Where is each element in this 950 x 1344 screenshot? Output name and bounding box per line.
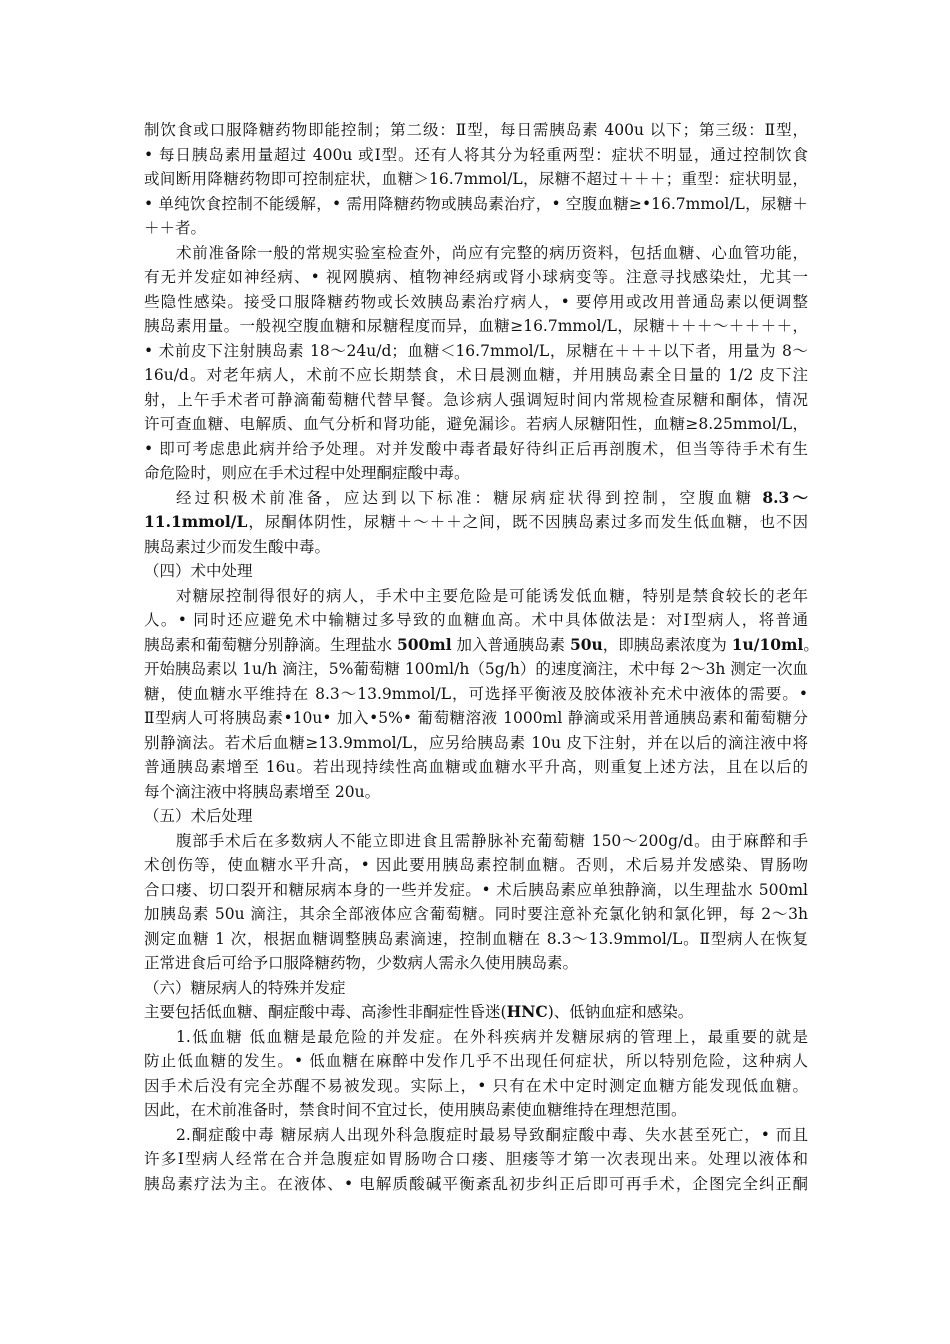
- text-line: [144, 463, 808, 485]
- text-line: [144, 414, 808, 436]
- text-line: [144, 806, 808, 828]
- text-line: [144, 537, 808, 559]
- text-line: [144, 316, 808, 338]
- text-line: [144, 561, 808, 583]
- text-segment: （四）术中处理: [144, 562, 253, 580]
- text-segment: 制饮食或口服降糖药物即能控制；第二级：Ⅱ型，每日需胰岛素 400u 以下；第三级：Ⅱ型，: [144, 121, 808, 139]
- text-segment: Ⅱ型病人可将胰岛素•10u• 加入•5%• 葡萄糖溶液 1000ml 静滴或采用普通胰岛素和葡萄糖分: [144, 709, 808, 727]
- bold-text: 50u: [569, 634, 603, 654]
- text-line: [144, 390, 808, 412]
- text-segment: • 即可考虑患此病并给予处理。对并发酸中毒者最好待纠正后再剖腹术，但当等待手术有生: [144, 439, 808, 458]
- text-segment: 许多Ⅰ型病人经常在合并急腹症如胃肠吻合口瘘、胆瘘等才第一次表现出来。处理以液体和: [144, 1150, 808, 1168]
- text-segment: 主要包括低血糖、酮症酸中毒、高渗性非酮症性昏迷(: [144, 1003, 507, 1021]
- text-line: [176, 488, 808, 510]
- text-line: [144, 929, 808, 951]
- text-line: [144, 194, 808, 216]
- text-line: [144, 218, 808, 240]
- text-line: [144, 1174, 808, 1196]
- text-segment: 开始胰岛素以 1u/h 滴注，5%葡萄糖 100ml/h（5g/h）的速度滴注，术中每 2～3h 测定一次血: [144, 660, 808, 678]
- text-line: [144, 610, 808, 632]
- text-segment: 胰岛素用量。一般视空腹血糖和尿糖程度而异，血糖≥16.7mmol/L，尿糖＋＋＋～＋＋＋＋，: [144, 317, 808, 335]
- text-segment: 射，上午手术者可静滴葡萄糖代替早餐。急诊病人强调短时间内常规检查尿糖和酮体，情况: [144, 390, 808, 409]
- bold-text: 500ml: [396, 634, 452, 654]
- text-line: [144, 1002, 808, 1024]
- text-line: [144, 757, 808, 779]
- text-line: [176, 1125, 808, 1147]
- text-segment: 或间断用降糖药物即可控制症状，血糖＞16.7mmol/L，尿糖不超过＋＋＋；重型：症状明显，: [144, 170, 808, 188]
- text-segment: 有无并发症如神经病、• 视网膜病、植物神经病或肾小球病变等。注意寻找感染灶，尤其一: [144, 268, 808, 286]
- text-segment: 2.酮症酸中毒 糖尿病人出现外科急腹症时最易导致酮症酸中毒、失水甚至死亡，• 而且: [176, 1125, 808, 1144]
- text-segment: 对糖尿控制得很好的病人，手术中主要危险是可能诱发低血糖，特别是禁食较长的老年: [176, 586, 808, 605]
- text-line: [144, 978, 808, 1000]
- text-segment: ，尿酮体阴性，尿糖＋～＋＋之间，既不因胰岛素过多而发生低血糖，也不因: [247, 513, 808, 531]
- text-line: [144, 512, 808, 534]
- text-line: [176, 831, 808, 853]
- text-line: [144, 708, 808, 730]
- text-line: [144, 880, 808, 902]
- text-segment: 每个滴注液中将胰岛素增至 20u。: [144, 782, 381, 801]
- text-segment: 胰岛素和葡萄糖分别静滴。生理盐水: [144, 635, 397, 654]
- text-line: [176, 586, 808, 608]
- text-line: [144, 634, 819, 657]
- text-segment: 些隐性感染。接受口服降糖药物或长效胰岛素治疗病人，• 要停用或改用普通岛素以便调整: [144, 292, 808, 311]
- text-line: [144, 684, 808, 706]
- text-line: [144, 733, 808, 755]
- text-segment: 术创伤等，使血糖水平升高，• 因此要用胰岛素控制血糖。否则，术后易并发感染、胃肠吻: [144, 856, 808, 874]
- text-line: [144, 904, 808, 926]
- text-line: [144, 782, 808, 804]
- text-line: [144, 292, 808, 314]
- text-segment: 糖，使血糖水平维持在 8.3～13.9mmol/L，可选择平衡液及胶体液补充术中液体的需要。•: [144, 684, 808, 703]
- text-line: [144, 1100, 808, 1122]
- text-segment: 合口瘘、切口裂开和糖尿病本身的一些并发症。• 术后胰岛素应单独静滴，以生理盐水 500ml: [144, 880, 808, 899]
- text-segment: 人。• 同时还应避免术中输糖过多导致的血糖血高。术中具体做法是：对Ⅰ型病人，将普通: [144, 611, 808, 629]
- text-line: [144, 855, 808, 877]
- text-segment: • 每日胰岛素用量超过 400u 或Ⅰ型。还有人将其分为轻重两型：症状不明显，通过控制饮食: [144, 145, 808, 164]
- text-segment: 因手术后没有完全苏醒不易被发现。实际上，• 只有在术中定时测定血糖方能发现低血糖。: [144, 1076, 808, 1095]
- text-line: [144, 1076, 808, 1098]
- text-segment: 测定血糖 1 次，根据血糖调整胰岛素滴速，控制血糖在 8.3～13.9mmol/L。Ⅱ型病人在恢复: [144, 929, 808, 948]
- text-segment: ，即胰岛素浓度为: [602, 635, 732, 654]
- text-segment: • 单纯饮食控制不能缓解，• 需用降糖药物或胰岛素治疗，• 空腹血糖≥•16.7mmol/L，尿糖＋: [144, 194, 808, 213]
- text-line: [144, 365, 808, 387]
- text-segment: 胰岛素疗法为主。在液体、• 电解质酸碱平衡紊乱初步纠正后即可再手术，企图完全纠正酮: [144, 1174, 808, 1193]
- text-segment: 普通胰岛素增至 16u。若出现持续性高血糖或血糖水平升高，则重复上述方法，且在以后的: [144, 758, 808, 776]
- text-segment: 正常进食后可给予口服降糖药物，少数病人需永久使用胰岛素。: [144, 954, 579, 972]
- text-segment: （六）糖尿病人的特殊并发症: [144, 978, 346, 997]
- text-segment: 命危险时，则应在手术过程中处理酮症酸中毒。: [144, 464, 470, 482]
- text-segment: 加胰岛素 50u 滴注，其余全部液体应含葡萄糖。同时要注意补充氯化钠和氯化钾，每 2～3h: [144, 905, 808, 923]
- bold-text: 8.3～: [762, 487, 808, 507]
- text-line: [144, 1149, 808, 1171]
- bold-text: 11.1mmol/L: [144, 512, 248, 531]
- text-segment: 别静滴法。若术后血糖≥13.9mmol/L，应另给胰岛素 10u 皮下注射，并在以后的滴注液中将: [144, 733, 808, 752]
- text-line: [144, 267, 808, 289]
- text-segment: 经过积极术前准备，应达到以下标准：糖尿病症状得到控制，空腹血糖: [176, 488, 763, 507]
- text-segment: 防止低血糖的发生。• 低血糖在麻醉中发作几乎不出现任何症状，所以特别危险，这种病人: [144, 1052, 808, 1070]
- text-line: [144, 145, 808, 167]
- text-segment: ＋＋者。: [144, 219, 207, 237]
- bold-text: HNC: [506, 1002, 548, 1021]
- bold-text: 1u/10ml: [731, 634, 804, 654]
- text-line: [176, 1027, 808, 1049]
- text-segment: 1.低血糖 低血糖是最危险的并发症。在外科疾病并发糖尿病的管理上，最重要的就是: [176, 1027, 808, 1046]
- text-line: [144, 169, 808, 191]
- text-segment: )、低钠血症和感染。: [547, 1003, 694, 1021]
- text-line: [144, 341, 808, 363]
- text-segment: 。: [803, 635, 819, 654]
- text-line: [144, 1051, 808, 1073]
- text-segment: （五）术后处理: [144, 807, 253, 825]
- text-line: [144, 659, 808, 681]
- text-segment: 因此，在术前准备时，禁食时间不宜过长，使用胰岛素使血糖维持在理想范围。: [144, 1101, 687, 1119]
- text-segment: 16u/d。对老年病人，术前不应长期禁食，术日晨测血糖，并用胰岛素全日量的 1/2 皮下注: [144, 366, 808, 384]
- text-segment: 术前准备除一般的常规实验室检查外，尚应有完整的病历资料，包括血糖、心血管功能，: [176, 243, 808, 262]
- text-line: [144, 953, 808, 975]
- text-segment: 腹部手术后在多数病人不能立即进食且需静脉补充葡萄糖 150～200g/d。由于麻醉和手: [176, 831, 808, 850]
- text-segment: 加入普通胰岛素: [451, 635, 570, 654]
- text-line: [144, 120, 808, 142]
- text-segment: 胰岛素过少而发生酸中毒。: [144, 537, 331, 556]
- text-line: [144, 439, 808, 461]
- text-line: [176, 243, 808, 265]
- text-segment: 许可查血糖、电解质、血气分析和肾功能，避免漏诊。若病人尿糖阳性，血糖≥8.25mmol/L，: [144, 415, 808, 433]
- text-segment: • 术前皮下注射胰岛素 18～24u/d；血糖＜16.7mmol/L，尿糖在＋＋＋以下者，用量为 8～: [144, 341, 808, 360]
